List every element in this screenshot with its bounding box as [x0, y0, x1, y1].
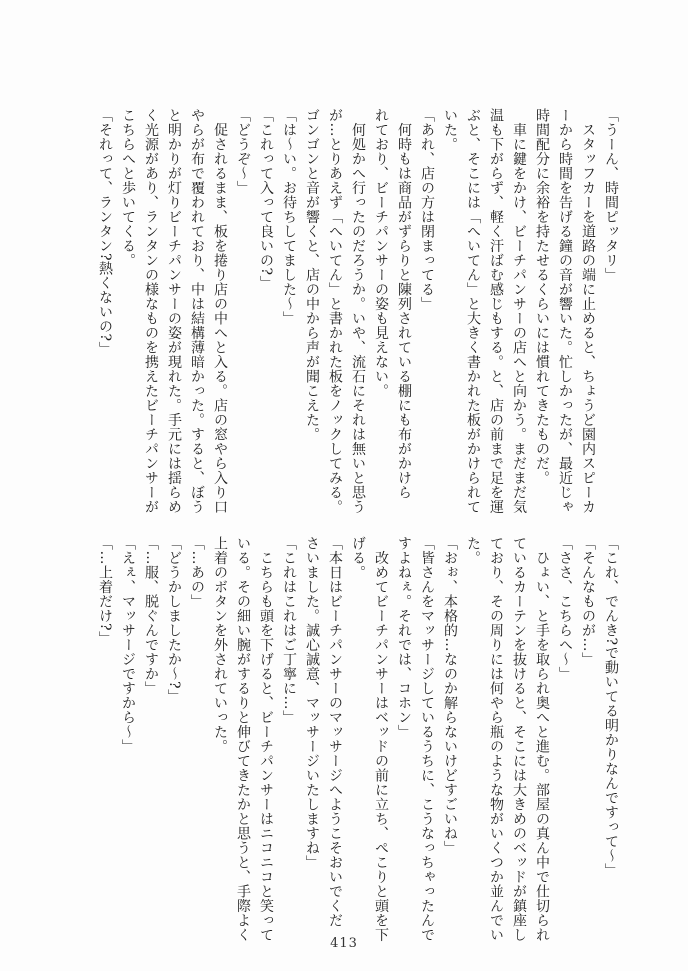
text-line: 「これ、でんき?で動いてる明かりなんですって〜」	[603, 536, 619, 878]
text-line: ており、その周りには何やら瓶のような物がいくつか並んでい	[488, 536, 504, 942]
text-line: 「どうかしましたか〜?」	[166, 536, 182, 704]
text-line: 「おぉ、本格的…なのか解らないけどすごいね」	[442, 536, 458, 855]
text-line: 「あれ、店の方は閉まってる」	[419, 108, 435, 311]
text-line: こちらへと歩いてくる。	[120, 108, 136, 268]
text-line: 「…上着だけ?」	[97, 536, 113, 646]
text-line: 「えぇ、マッサージですから〜」	[120, 536, 136, 754]
page-number: 413	[330, 936, 358, 951]
text-line: 「これはこれはご丁寧に…」	[281, 536, 297, 725]
text-line: 「それって、ランタン?熱くないの?」	[97, 108, 113, 357]
text-line: 「は〜い。お待ちしてました〜」	[281, 108, 297, 326]
text-line: いた。	[442, 108, 458, 152]
text-line: く光源があり、ランタンの様なものを携えたビーチパンサーが	[143, 108, 159, 514]
text-line: が…とりあえず「へいてん」と書かれた板をノックしてみる。	[327, 108, 343, 514]
text-line: と明かりが灯りビーチパンサーの姿が現れた。手元には揺らめ	[166, 108, 182, 514]
text-line: 改めてビーチパンサーはベッドの前に立ち、ぺこりと頭を下	[373, 536, 389, 942]
text-line: 温も下がらず、軽く汗ばむ感じもする。と、店の前まで足を運	[488, 108, 504, 514]
text-line: すよねぇ。それでは、コホン」	[396, 536, 412, 739]
text-line: 「ささ、こちらへ〜」	[557, 536, 573, 681]
text-line: 「本日はビーチパンサーのマッサージへようこそおいでくだ	[327, 536, 343, 928]
text-line: やらが布で覆われており、中は結構薄暗かった。すると、ぼう	[189, 108, 205, 514]
text-line: ひょい、と手を取られ奥へと進む。部屋の真ん中で仕切られ	[534, 536, 550, 942]
text-line: スタッフカーを道路の端に止めると、ちょうど園内スピーカ	[580, 108, 596, 514]
text-line: いる。その細い腕がするりと伸びてきたかと思うと、手際よく	[235, 536, 251, 942]
text-line: 何時もは商品がずらりと陳列されている棚にも布がかけら	[396, 108, 412, 500]
text-line: ているカーテンを抜けると、そこには大きめのベッドが鎮座し	[511, 536, 527, 942]
text-line: 促されるまま、板を捲り店の中へと入る。店の窓やら入り口	[212, 108, 228, 514]
text-line: れており、ビーチパンサーの姿も見えない。	[373, 108, 389, 398]
text-line: 上着のボタンを外されていった。	[212, 536, 228, 754]
text-line: げる。	[350, 536, 366, 580]
text-line: 「これって入って良いの?」	[258, 108, 274, 291]
text-line: た。	[465, 536, 481, 565]
text-line: 「そんなものが…」	[580, 536, 596, 667]
text-line: さいました。誠心誠意、マッサージいたしますね」	[304, 536, 320, 870]
text-line: 何処かへ行ったのだろうか。いや、流石にそれは無いと思う	[350, 108, 366, 514]
text-line: 「皆さんをマッサージしているうちに、こうなっちゃったんで	[419, 536, 435, 942]
text-line: ぶと、そこには「へいてん」と大きく書かれた板がかけられて	[465, 108, 481, 514]
text-line: 車に鍵をかけ、ビーチパンサーの店へと向かう。まだまだ気	[511, 108, 527, 514]
text-line: 「…服、脱ぐんですか」	[143, 536, 159, 696]
text-block-bottom	[93, 536, 622, 942]
text-line: ーから時間を告げる鐘の音が響いた。忙しかったが、最近じゃ	[557, 108, 573, 514]
text-block-top	[93, 108, 622, 514]
text-line: ゴンゴンと音が響くと、店の中から声が聞こえた。	[304, 108, 320, 442]
text-line: こちらも頭を下げると、ビーチパンサーはニコニコと笑って	[258, 536, 274, 942]
text-line: 時間配分に余裕を持たせるくらいには慣れてきたものだ。	[534, 108, 550, 485]
text-line: 「…あの」	[189, 536, 205, 609]
text-line: 「うーん、時間ピッタリ」	[603, 108, 619, 282]
text-line: 「どうぞ〜」	[235, 108, 251, 195]
